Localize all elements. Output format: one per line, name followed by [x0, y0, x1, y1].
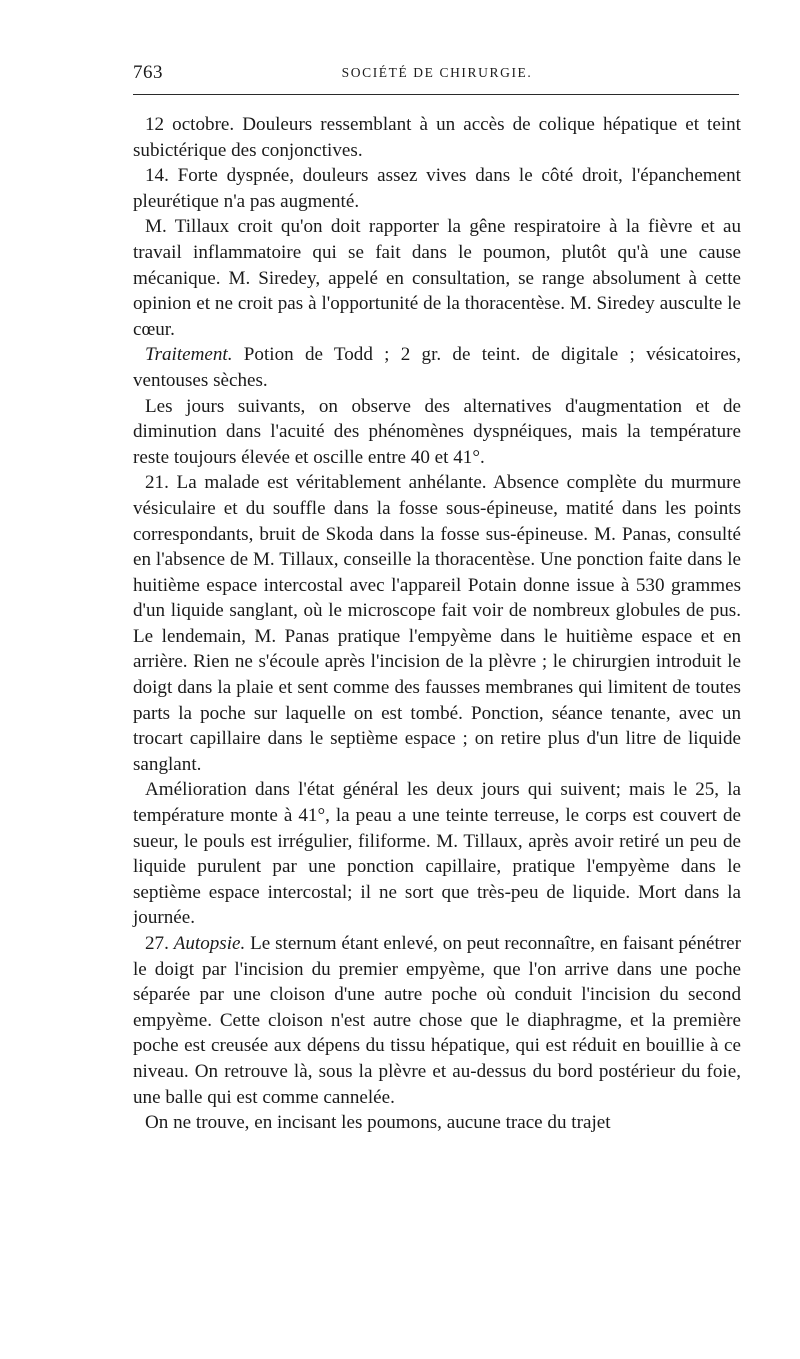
- paragraph-jours-suivants: [133, 394, 741, 471]
- paragraph-text: 21. La malade est véritablement anhélante. Absence complète du murmure vésiculaire et du souffle dans la fosse sous-épineuse, matité dans les points correspondants, bruit de Skoda dans la fosse sus-épineuse. M. Panas, consulté en l'absence de M. Tillaux, conseille la thoracentèse. Une ponction faite dans le huitième espace intercostal avec l'appareil Potain donne issue à 530 grammes d'un liquide sanglant, où le microscope fait voir de nombreux globules de pus. Le lendemain, M. Panas pratique l'empyème dans le huitième espace et en arrière. Rien ne s'écoule après l'incision de la plèvre ; le chirurgien introduit le doigt dans la plaie et sent comme des fausses membranes qui limitent de toutes parts la poche sur laquelle on est tombé. Ponction, séance tenante, avec un trocart capillaire dans le septième espace ; on retire plus d'un litre de liquide sanglant.: [133, 472, 741, 775]
- paragraph-text: Les jours suivants, on observe des alternatives d'augmentation et de diminution dans l'acuité des phénomènes dyspnéiques, mais la température reste toujours élevée et oscille entre 40 et 41°.: [133, 395, 741, 468]
- paragraph-number: 27.: [145, 933, 169, 954]
- paragraph-text: On ne trouve, en incisant les poumons, aucune trace du trajet: [145, 1112, 611, 1134]
- paragraph-text: 12 octobre. Douleurs ressemblant à un accès de colique hépatique et teint subictérique des conjonctives.: [133, 114, 741, 161]
- paragraph-amelioration: [133, 777, 741, 931]
- paragraph-21: [133, 470, 741, 777]
- page-header: [133, 60, 741, 84]
- body-text: [133, 112, 741, 1136]
- paragraph-text: Amélioration dans l'état général les deux jours qui suivent; mais le 25, la température monte à 41°, la peau a une teinte terreuse, le corps est couvert de sueur, le pouls est irrégulier, filiforme. M. Tillaux, après avoir retiré un peu de liquide purulent par une ponction capillaire, pratique l'empyème dans le septième espace intercostal; il ne sort que très-peu de liquide. Mort dans la journée.: [133, 779, 741, 929]
- paragraph-lead: Traitement.: [145, 344, 233, 366]
- page-number: 763: [133, 62, 163, 83]
- paragraph-last-line: [133, 1110, 741, 1136]
- paragraph-text: M. Tillaux croit qu'on doit rapporter la gêne respiratoire à la fièvre et au travail inflammatoire qui se fait dans le poumon, plutôt qu'à une cause mécanique. M. Siredey, appelé en consultation, se range absolument à cette opinion et ne croit pas à l'opportunité de la thoracentèse. M. Siredey ausculte le cœur.: [133, 216, 741, 340]
- paragraph-text: 14. Forte dyspnée, douleurs assez vives dans le côté droit, l'épanchement pleurétique n'a pas augmenté.: [133, 165, 741, 212]
- header-rule: [133, 94, 739, 95]
- paragraph-text: Potion de Todd ; 2 gr. de teint. de digitale ; vésicatoires, ventouses sèches.: [133, 344, 741, 391]
- paragraph-14: [133, 163, 741, 214]
- paragraph-text: Le sternum étant enlevé, on peut reconnaître, en faisant pénétrer le doigt par l'incision du premier empyème, que l'on arrive dans une poche séparée par une cloison d'une autre poche où conduit l'incision du second empyème. Cette cloison n'est autre chose que le diaphragme, et la première poche est creusée aux dépens du tissu hépatique, qui est réduit en bouillie à ce niveau. On retrouve là, sous la plèvre et au-dessus du bord postérieur du foie, une balle qui est comme cannelée.: [133, 933, 741, 1108]
- paragraph-autopsie: [133, 931, 741, 1110]
- paragraph-oct-12: [133, 112, 741, 163]
- paragraph-tillaux-opinion: [133, 214, 741, 342]
- running-head: SOCIÉTÉ DE CHIRURGIE.: [341, 65, 533, 80]
- paragraph-traitement: [133, 342, 741, 393]
- paragraph-lead: Autopsie.: [173, 933, 246, 954]
